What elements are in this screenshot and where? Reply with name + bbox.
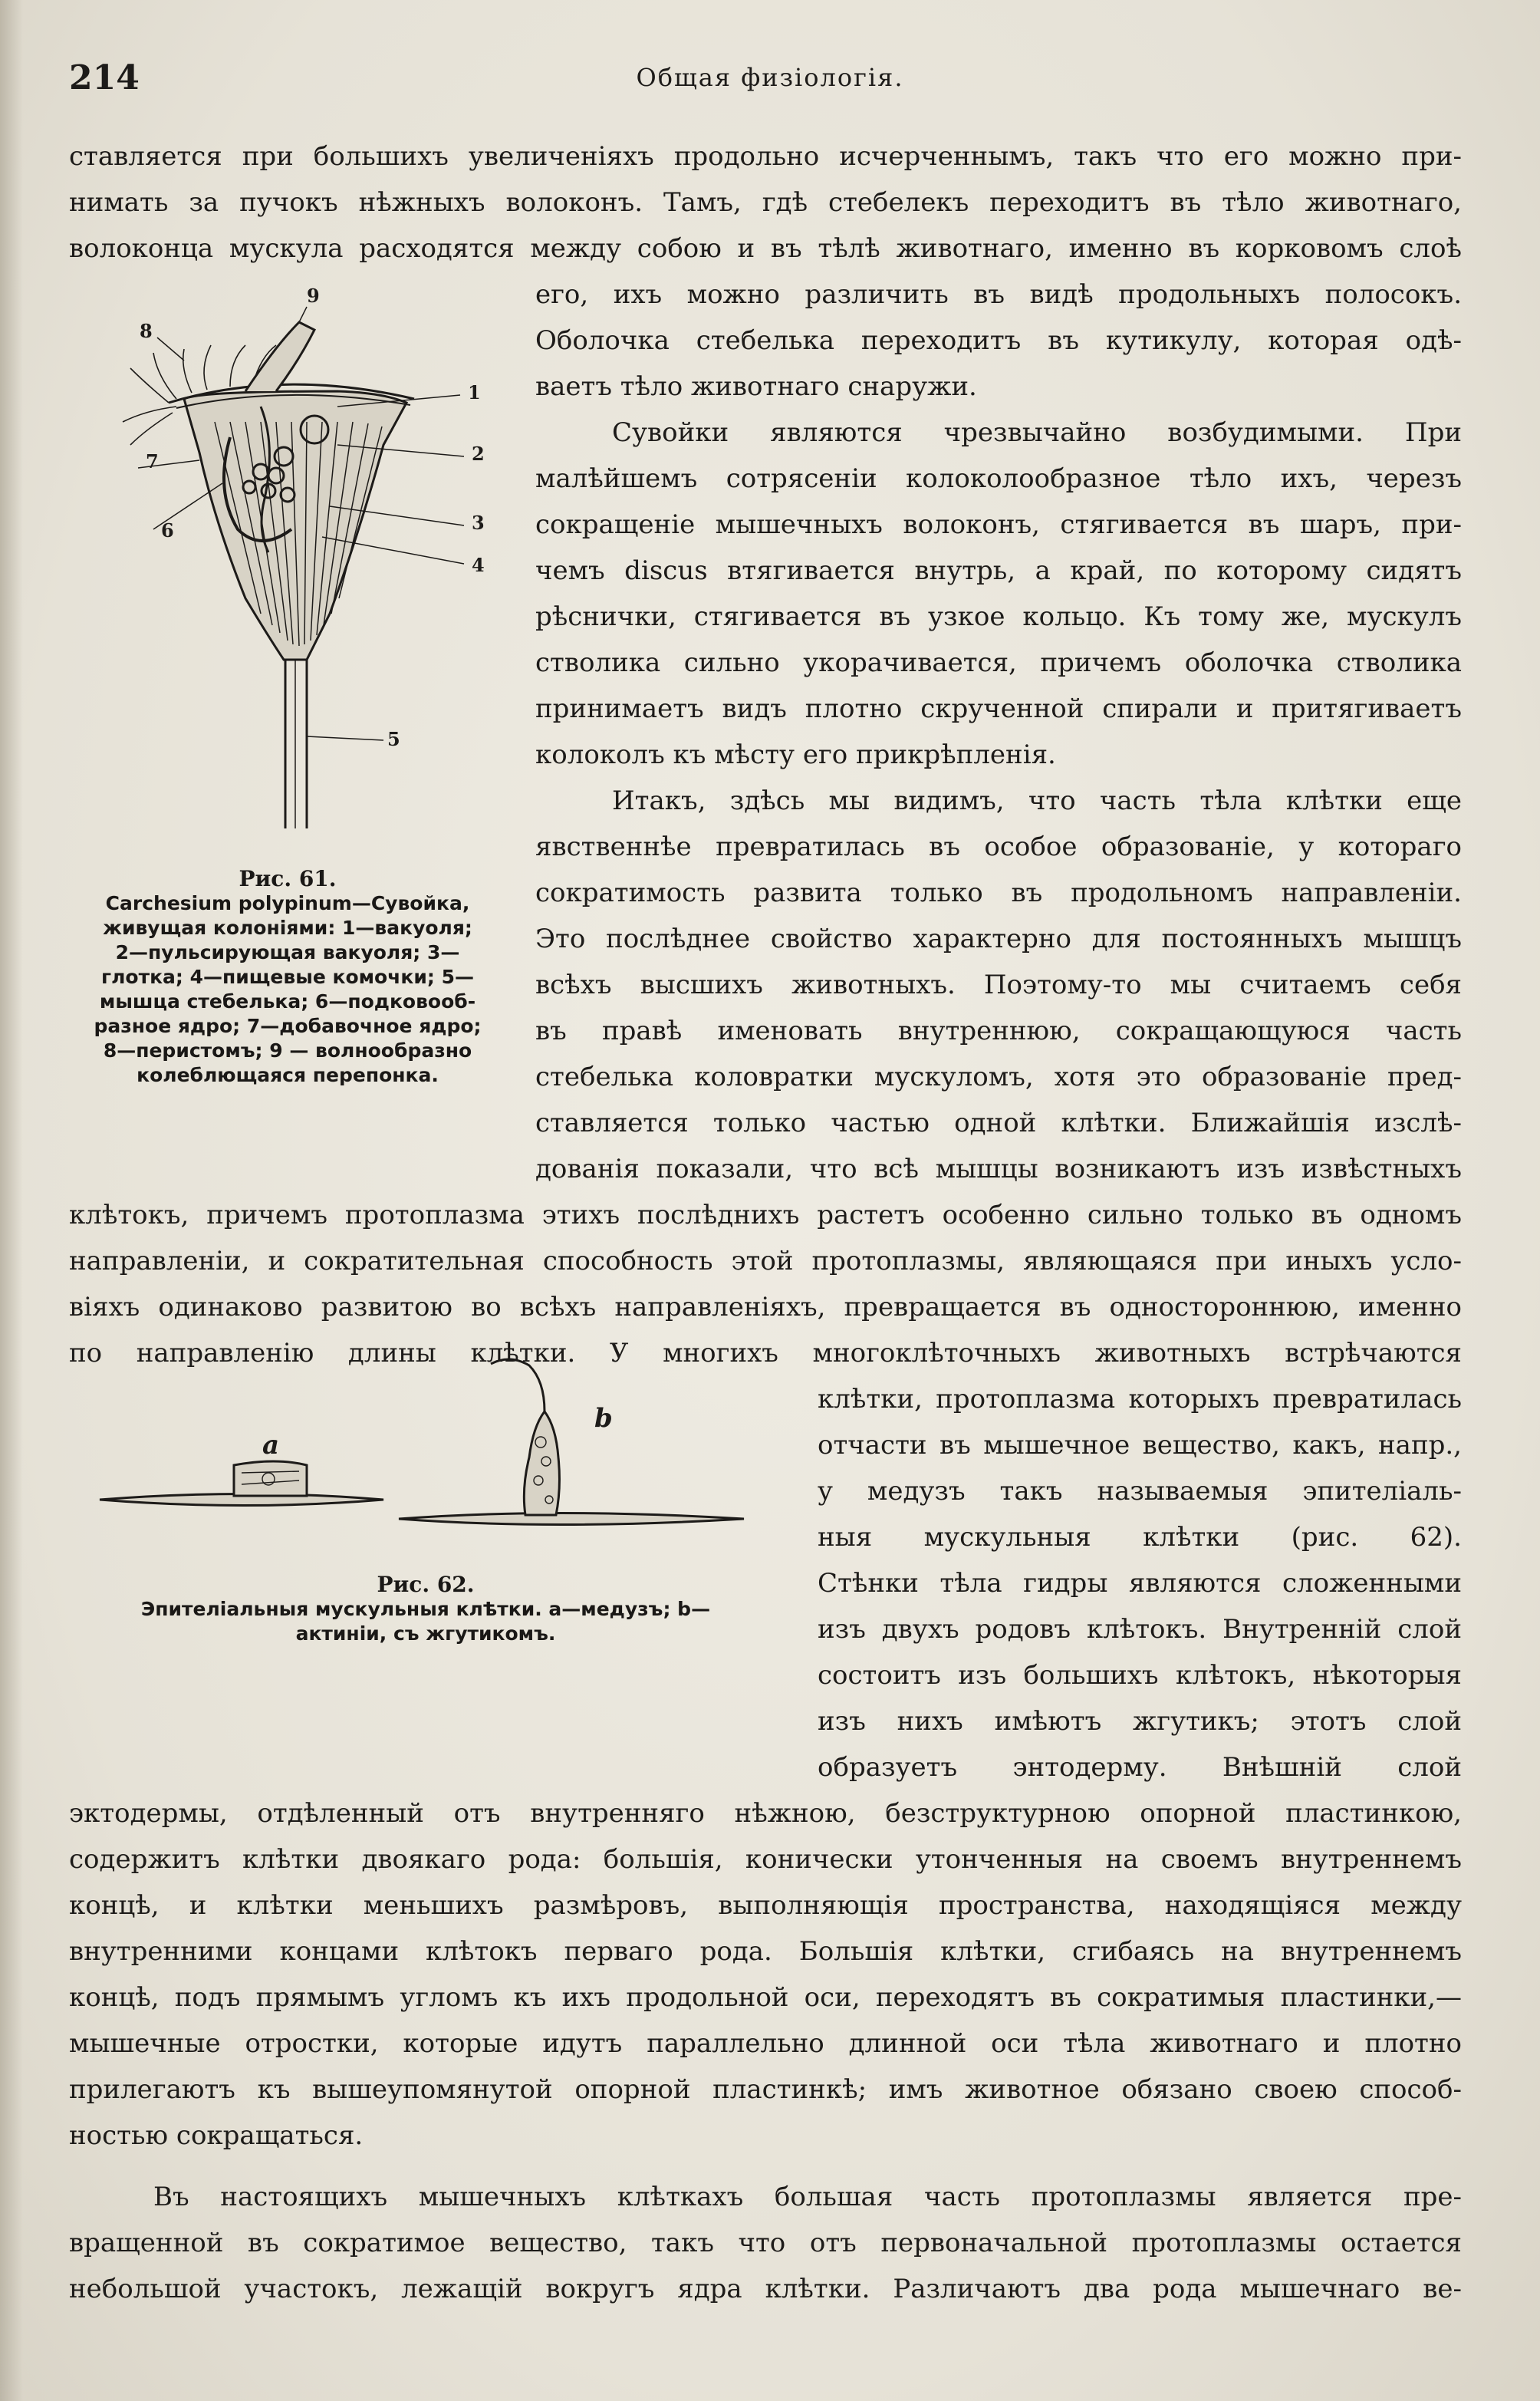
text-line: прилегаютъ къ вышеупомянутой опорной пластинкѣ; имъ животное обязано своею способ-	[69, 2074, 1462, 2105]
text-line: малѣйшемъ сотрясенiи колоколообразное тѣло ихъ, черезъ	[535, 463, 1462, 494]
fig61-label-9: 9	[307, 285, 320, 307]
text-line: Стѣнки тѣла гидры являются сложенными	[818, 1568, 1462, 1599]
text-line: изъ нихъ имѣютъ жгутикъ; этотъ слой	[818, 1706, 1462, 1737]
figure-61-caption	[69, 867, 506, 1088]
text-line: рѣснички, стягивается въ узкое кольцо. Къ тому же, мускулъ	[535, 601, 1462, 632]
text-line: концѣ, подъ прямымъ угломъ къ ихъ продольной оси, переходятъ въ сократимыя пластинки,—	[69, 1982, 1462, 2013]
text-line: у медузъ такъ называемыя эпителiаль-	[818, 1476, 1462, 1507]
text-line: направленiи, и сократительная способность этой протоплазмы, являющаяся при иныхъ усло-	[69, 1246, 1462, 1276]
text-line: Сувойки являются чрезвычайно возбудимыми. При	[612, 417, 1462, 448]
text-line: вращенной въ сократимое вещество, такъ что отъ первоначальной протоплазмы остается	[69, 2228, 1462, 2258]
text-line: эктодермы, отдѣленный отъ внутренняго нѣжною, безструктурною опорной пластинкою,	[69, 1798, 1462, 1829]
fig61-label-2: 2	[472, 443, 485, 465]
figure-61-carchesium-illustration	[84, 276, 514, 828]
text-line: стебелька коловратки мускуломъ, хотя это образованiе пред-	[535, 1062, 1462, 1092]
text-line: Итакъ, здѣсь мы видимъ, что часть тѣла клѣтки еще	[612, 786, 1462, 816]
text-line: всѣхъ высшихъ животныхъ. Поэтому-то мы считаемъ себя	[535, 970, 1462, 1000]
caption-line: 8—перистомъ; 9 — волнообразно	[103, 1039, 472, 1062]
text-line: колоколъ къ мѣсту его прикрѣпленiя.	[535, 739, 1056, 770]
text-line: ставляется только частью одной клѣтки. Ближайшiя изслѣ-	[535, 1108, 1462, 1138]
text-line: мышечные отростки, которые идутъ параллельно длинной оси тѣла животнаго и плотно	[69, 2028, 1462, 2059]
text-line: образуетъ энтодерму. Внѣшнiй слой	[818, 1752, 1462, 1783]
text-line: чемъ discus втягивается внутрь, а край, по которому сидятъ	[535, 555, 1462, 586]
caption-line: колеблющаяся перепонка.	[137, 1064, 439, 1086]
caption-title: Рис. 62.	[377, 1572, 475, 1597]
fig61-label-6: 6	[161, 519, 174, 542]
fig61-label-4: 4	[472, 554, 485, 576]
running-title: Общая физiологiя.	[636, 63, 904, 92]
page-header	[69, 58, 1471, 104]
caption-title: Рис. 61.	[239, 866, 337, 891]
text-line: ставляется при большихъ увеличенiяхъ продольно исчерченнымъ, такъ что его можно при-	[69, 141, 1462, 172]
text-line: въ правѣ именовать внутреннюю, сокращающуюся часть	[535, 1016, 1462, 1046]
caption-line: мышца стебелька; 6—подковооб-	[99, 990, 476, 1013]
text-line: содержитъ клѣтки двоякаго рода: большiя, конически утонченныя на своемъ внутреннемъ	[69, 1844, 1462, 1875]
caption-line: глотка; 4—пищевые комочки; 5—	[101, 966, 474, 988]
binding-shadow	[0, 0, 23, 2401]
text-line: Въ настоящихъ мышечныхъ клѣткахъ большая часть протоплазмы является пре-	[153, 2182, 1462, 2212]
fig61-label-3: 3	[472, 512, 485, 534]
text-line: по направленiю длины клѣтки. У многихъ многоклѣточныхъ животныхъ встрѣчаются	[69, 1338, 1462, 1368]
text-line: внутренними концами клѣтокъ перваго рода. Большiя клѣтки, сгибаясь на внутреннемъ	[69, 1936, 1462, 1967]
fig61-label-8: 8	[140, 320, 153, 342]
caption-line: 2—пульсирующая вакуоля; 3—	[115, 941, 460, 963]
text-line: состоитъ изъ большихъ клѣтокъ, нѣкоторыя	[818, 1660, 1462, 1691]
text-line: явственнѣе превратилась въ особое образованiе, у котораго	[535, 832, 1462, 862]
figure-62-epithelial-cells-illustration	[92, 1350, 752, 1542]
text-line: волоконца мускула расходятся между собою и въ тѣлѣ животнаго, именно въ корковомъ слоѣ	[69, 233, 1462, 264]
text-line: нимать за пучокъ нѣжныхъ волоконъ. Тамъ, гдѣ стебелекъ переходитъ въ тѣло животнаго,	[69, 187, 1462, 218]
text-line: его, ихъ можно различить въ видѣ продольныхъ полосокъ.	[535, 279, 1462, 310]
caption-line: живущая колонiями: 1—вакуоля;	[103, 917, 472, 939]
text-line: сокращенiе мышечныхъ волоконъ, стягивается въ шаръ, при-	[535, 509, 1462, 540]
text-line: Оболочка стебелька переходитъ въ кутикулу, которая одѣ-	[535, 325, 1462, 356]
text-line: изъ двухъ родовъ клѣтокъ. Внутреннiй слой	[818, 1614, 1462, 1645]
text-line: вiяхъ одинаково развитою во всѣхъ направленiяхъ, превращается въ одностороннюю, именно	[69, 1292, 1462, 1322]
text-line: ныя мускульныя клѣтки (рис. 62).	[818, 1522, 1462, 1553]
fig62-label-b: b	[594, 1403, 613, 1434]
caption-line: разное ядро; 7—добавочное ядро;	[94, 1015, 482, 1037]
page-number: 214	[69, 58, 140, 97]
caption-line: Эпителiальныя мускульныя клѣтки. a—медузъ; b—	[140, 1598, 711, 1620]
text-line: принимаетъ видъ плотно скрученной спирали и притягиваетъ	[535, 693, 1462, 724]
fig61-label-1: 1	[468, 381, 481, 403]
caption-line: Carchesium polypinum—Сувойка,	[105, 892, 470, 914]
fig61-label-5: 5	[387, 728, 400, 750]
text-line: стволика сильно укорачивается, причемъ оболочка стволика	[535, 647, 1462, 678]
text-line: ностью сокращаться.	[69, 2120, 364, 2151]
text-line: концѣ, и клѣтки меньшихъ размѣровъ, выполняющiя пространства, находящiяся между	[69, 1890, 1462, 1921]
fig62-label-a: a	[262, 1430, 280, 1461]
text-line: сократимость развита только въ продольномъ направленiи.	[535, 878, 1462, 908]
fig61-label-7: 7	[146, 450, 159, 473]
text-line: Это послѣднее свойство характерно для постоянныхъ мышцъ	[535, 924, 1462, 954]
text-line: дованiя показали, что всѣ мышцы возникаютъ изъ извѣстныхъ	[535, 1154, 1462, 1184]
text-line: небольшой участокъ, лежащiй вокругъ ядра клѣтки. Различаютъ два рода мышечнаго ве-	[69, 2274, 1462, 2304]
figure-62-caption	[61, 1573, 790, 1646]
text-line: клѣтки, протоплазма которыхъ превратилась	[818, 1384, 1462, 1415]
text-line: клѣтокъ, причемъ протоплазма этихъ послѣднихъ растетъ особенно сильно только въ одномъ	[69, 1200, 1462, 1230]
text-line: ваетъ тѣло животнаго снаружи.	[535, 371, 977, 402]
text-line: отчасти въ мышечное вещество, какъ, напр.,	[818, 1430, 1462, 1461]
caption-line: актинiи, съ жгутикомъ.	[295, 1622, 556, 1645]
